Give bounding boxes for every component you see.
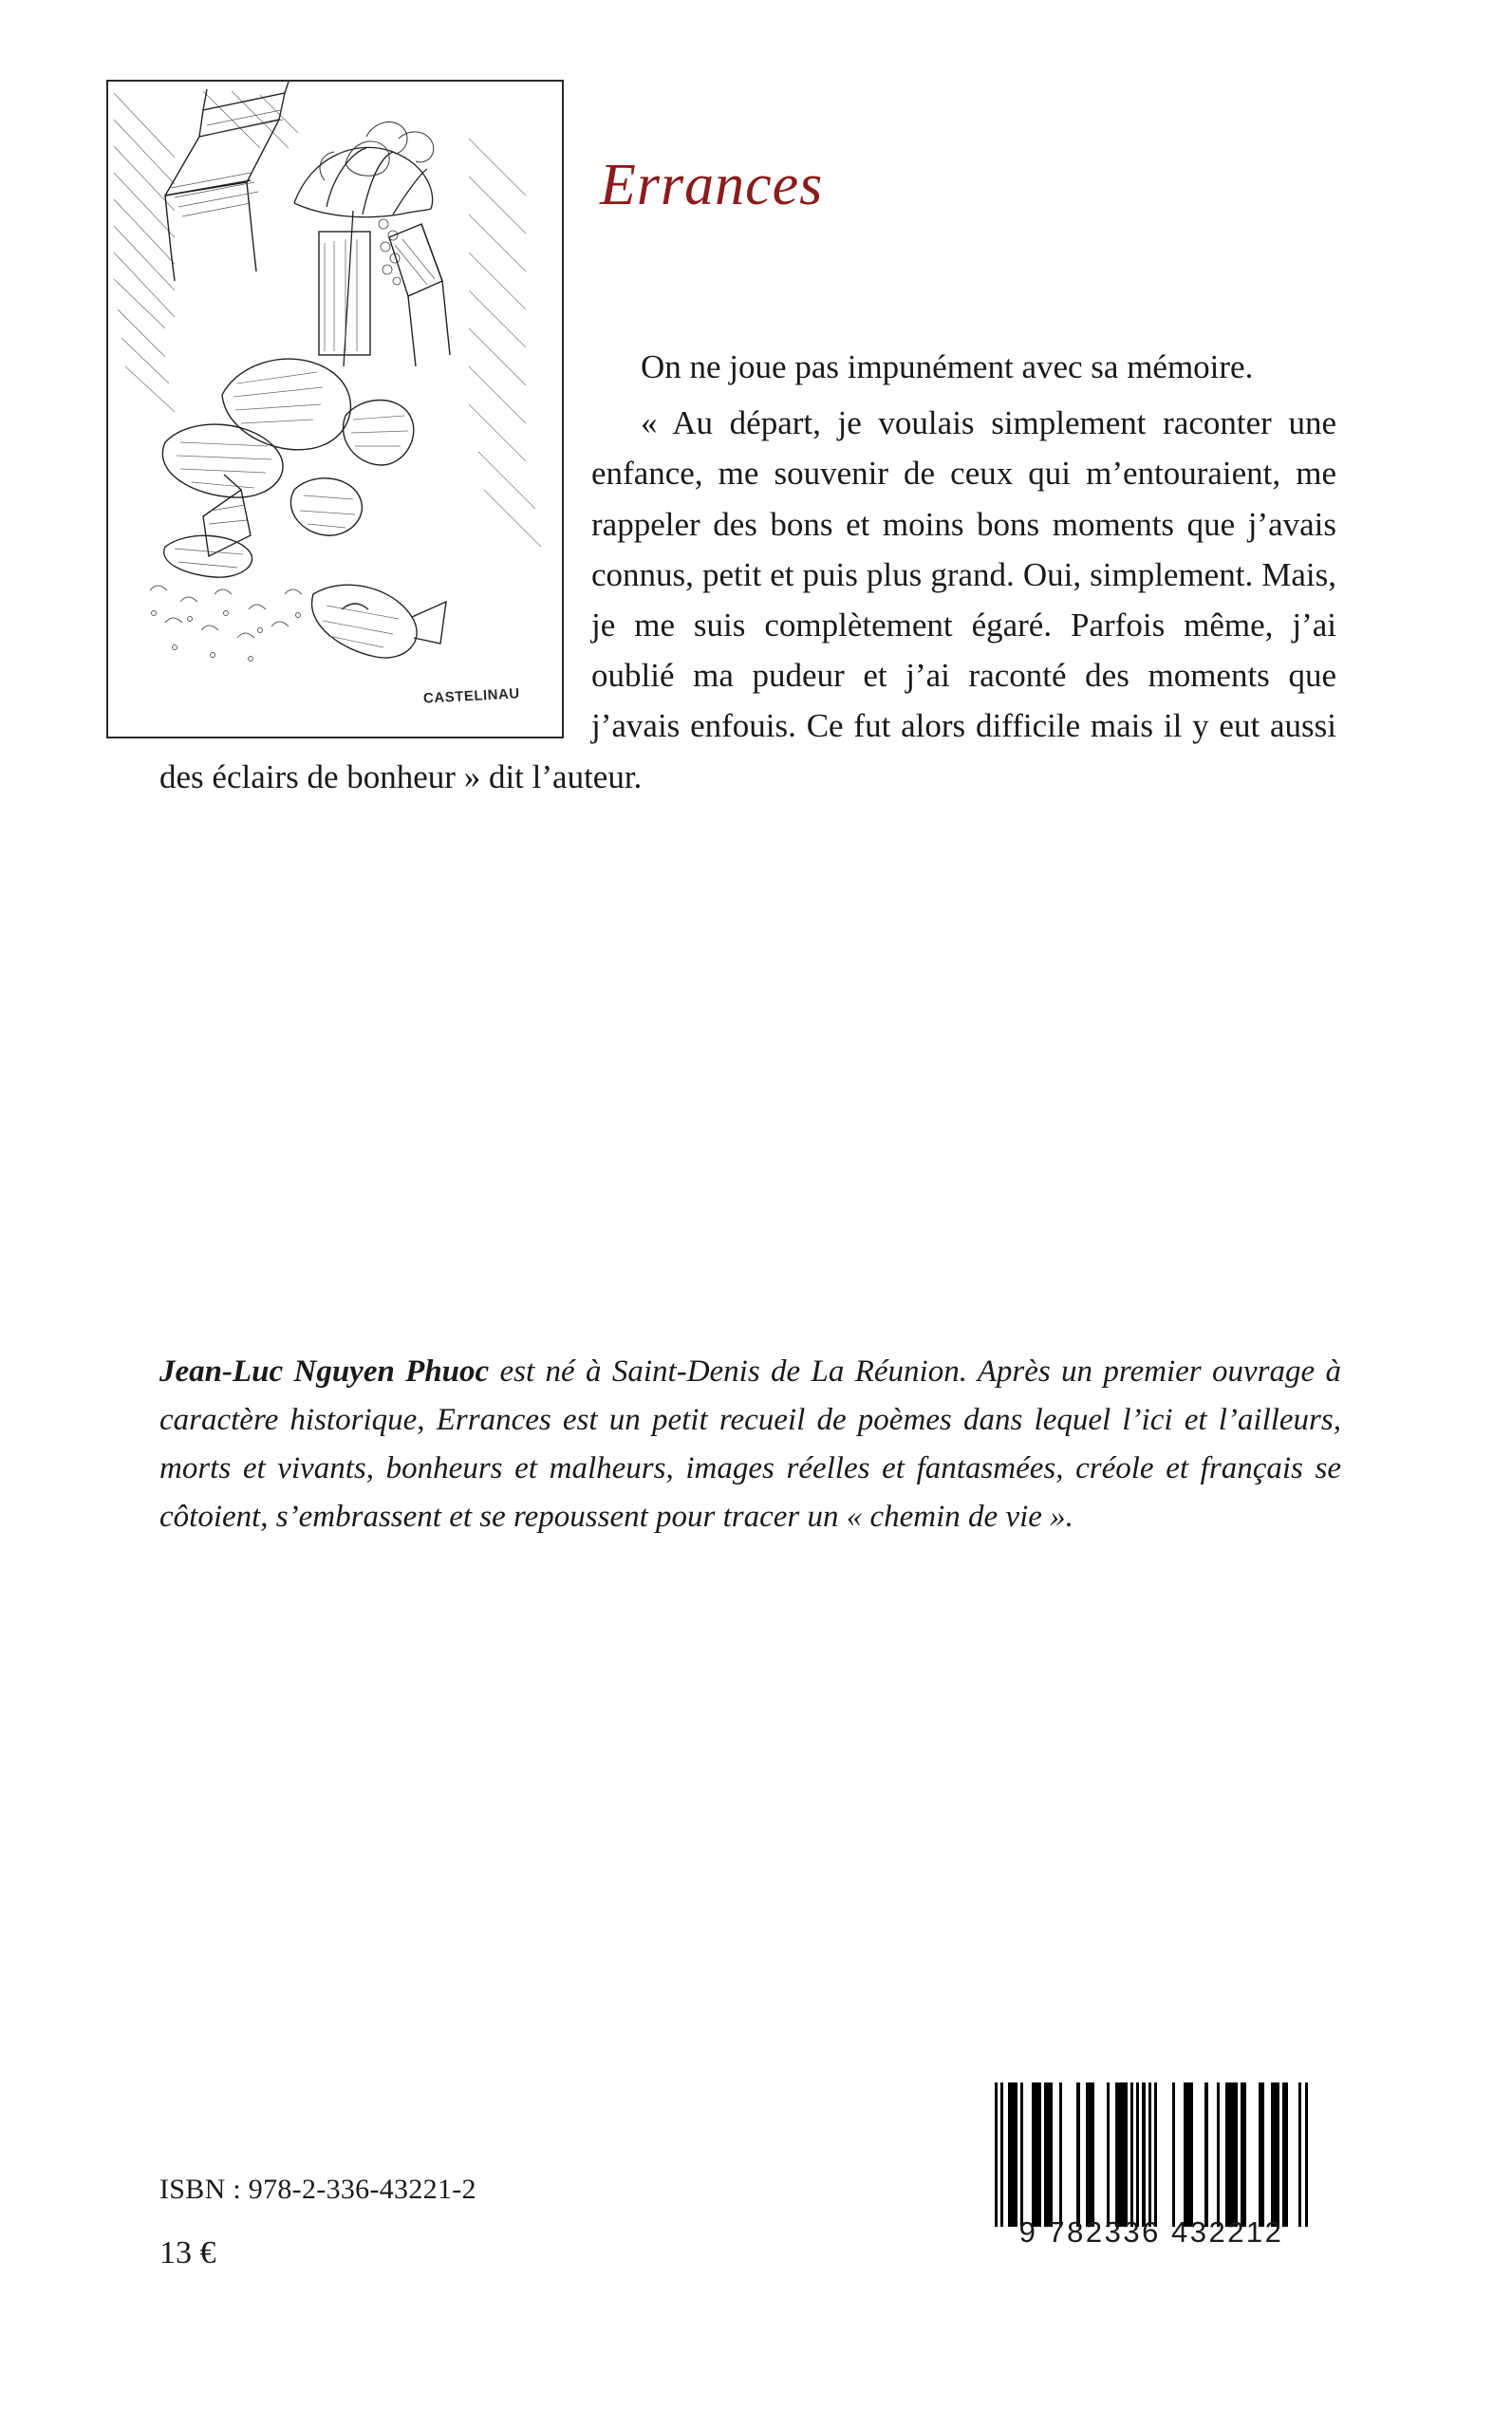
barcode-bar [1094, 2082, 1107, 2227]
illustration-float-spacer [159, 342, 591, 731]
blurb-text [159, 342, 1336, 808]
barcode-digits: 9 782336 432212 [1018, 2215, 1284, 2249]
illustration-signature: CASTELINAU [422, 685, 521, 707]
ean13-barcode [995, 2082, 1308, 2282]
price-text: 13 € [159, 2235, 216, 2270]
author-name: Jean-Luc Nguyen Phuoc [159, 1354, 490, 1389]
author-biography [159, 1348, 1341, 1542]
barcode-bar [1175, 2082, 1184, 2227]
barcode-bar [1115, 2082, 1128, 2227]
author-bio-text: est né à Saint-Denis de La Réunion. Après un premier ouvrage à caractère historique, Errances est un petit recueil de poèmes dans lequel l’ici et l’ailleurs, morts et vivants, bonheurs et malheurs, images réelles et fantasmées, créole et français se côtoient, s’embrassent et se repoussent pour tracer un « chemin de vie ». [159, 1354, 1341, 1535]
page-title: Errances [600, 153, 824, 217]
barcode-bar [1193, 2082, 1205, 2227]
blurb-paragraph-2: « Au départ, je voulais simplement raconter une enfance, me souvenir de ceux qui m’entouraient, me rappeler des bons et moins bons moments que j’avais connus, petit et puis plus grand. Oui, simplement. Mais, je me suis complètement égaré. Parfois même, j’ai oublié ma pudeur et j’ai raconté des moments que j’avais enfouis. Ce fut alors difficile mais il y eut aussi des éclairs de bonheur » dit l’auteur. [159, 404, 1336, 795]
barcode-bars [995, 2082, 1308, 2227]
barcode-bar [1305, 2082, 1308, 2227]
barcode-bar [1062, 2082, 1071, 2227]
barcode-bar [1032, 2082, 1040, 2227]
barcode-bar [1157, 2082, 1169, 2227]
isbn-text: ISBN : 978-2-336-43221-2 [159, 2174, 476, 2205]
barcode-bar [1008, 2082, 1017, 2227]
blurb-paragraph-1: On ne joue pas impunément avec sa mémoire. [641, 348, 1254, 385]
